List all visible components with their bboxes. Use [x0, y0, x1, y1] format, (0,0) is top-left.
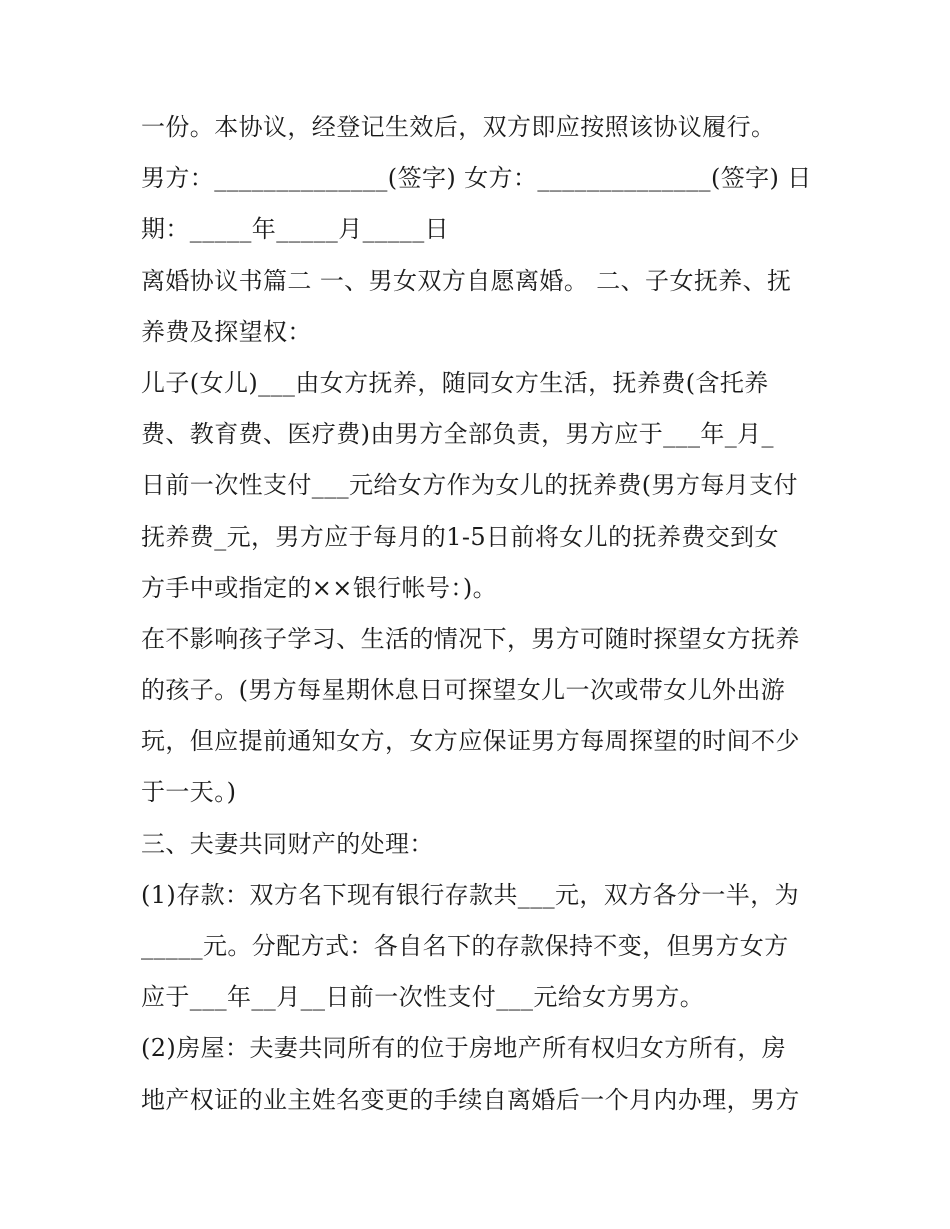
text-line-16: (1)存款：双方名下现有银行存款共___元，双方各分一半，为 — [141, 880, 799, 909]
text-line-2: 男方：______________(签字) 女方：______________(签字) 日 — [141, 164, 812, 193]
agreement-text — [141, 102, 821, 1126]
text-line-15: 三、夫妻共同财产的处理： — [141, 829, 434, 858]
text-line-13: 玩，但应提前通知女方，女方应保证男方每周探望的时间不少 — [141, 727, 800, 756]
text-line-10: 方手中或指定的××银行帐号：)。 — [141, 573, 497, 602]
text-line-7: 费、教育费、医疗费)由男方全部负责，男方应于___年_月_ — [141, 420, 774, 449]
text-line-20: 地产权证的业主姓名变更的手续自离婚后一个月内办理，男方 — [141, 1085, 800, 1114]
text-line-9: 抚养费_元，男方应于每月的1-5日前将女儿的抚养费交到女 — [141, 522, 779, 551]
text-line-11: 在不影响孩子学习、生活的情况下，男方可随时探望女方抚养 — [141, 624, 800, 653]
text-line-4: 离婚协议书篇二 一、男女双方自愿离婚。 二、子女抚养、抚 — [141, 266, 792, 295]
text-line-1: 一份。本协议，经登记生效后，双方即应按照该协议履行。 — [141, 113, 776, 141]
text-line-5: 养费及探望权： — [141, 317, 312, 346]
text-line-17: _____元。分配方式：各自名下的存款保持不变，但男方女方 — [141, 932, 789, 960]
text-line-19: (2)房屋：夫妻共同所有的位于房地产所有权归女方所有，房 — [141, 1034, 787, 1063]
text-line-3: 期：_____年_____月_____日 — [141, 215, 449, 244]
text-line-12: 的孩子。(男方每星期休息日可探望女儿一次或带女儿外出游 — [141, 676, 786, 705]
text-line-6: 儿子(女儿)___由女方抚养，随同女方生活，抚养费(含托养 — [141, 368, 769, 397]
text-line-18: 应于___年__月__日前一次性支付___元给女方男方。 — [141, 983, 705, 1012]
text-line-14: 于一天。) — [141, 778, 237, 807]
text-line-8: 日前一次性支付___元给女方作为女儿的抚养费(男方每月支付 — [141, 471, 798, 500]
